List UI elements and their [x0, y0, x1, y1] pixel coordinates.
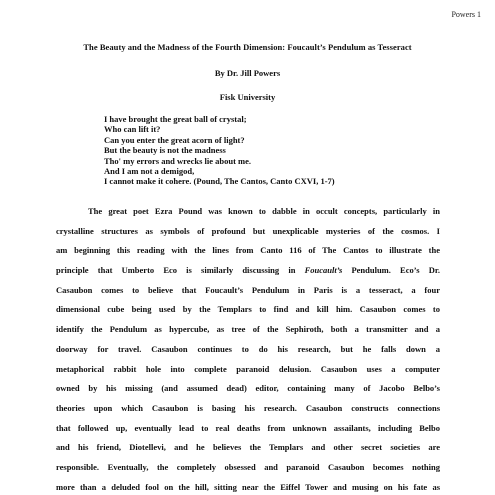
italic-title: Foucault’s — [304, 265, 343, 276]
epigraph-line: Tho' my errors and wrecks lie about me. — [104, 155, 252, 166]
body-line: dimensional cube being used by the Templars to find and kill him. Casaubon comes to — [56, 304, 440, 315]
body-line: more than a deluded fool on the hill, sitting near the Eiffel Tower and musing on his fate as — [56, 481, 440, 492]
affiliation-line: Fisk University — [219, 92, 276, 102]
epigraph-line: Can you enter the great acorn of light? — [104, 134, 245, 145]
author-line: By Dr. Jill Powers — [214, 68, 281, 78]
running-header: Powers 1 — [451, 10, 481, 19]
body-line-with-italic — [56, 261, 440, 281]
body-line: that followed up, eventually lead to real deaths from unknown assailants, including Belbo — [56, 422, 440, 433]
body-line: identify the Pendulum as hypercube, as tree of the Sephiroth, both a transmitter and a — [56, 324, 440, 335]
body-line-tail: Pendulum. Eco’s Dr. — [342, 265, 441, 276]
body-line: and his friend, Diotellevi, and he believes the Templars and other secret societies are — [56, 442, 440, 453]
epigraph-citation-line: I cannot make it cohere. (Pound, The Cantos, Canto CXVI, 1-7) — [104, 176, 335, 187]
epigraph-line: Who can lift it? — [104, 124, 161, 135]
epigraph-line: But the beauty is not the madness — [104, 145, 226, 156]
body-paragraph — [56, 202, 440, 495]
body-line: crystalline structures as symbols of profound but unexplicable mysteries of the cosmos. I — [56, 225, 440, 236]
epigraph-line: And I am not a demigod, — [104, 166, 195, 177]
body-line: Casaubon comes to believe that Foucault’s Pendulum in Paris is a tesseract, a four — [56, 284, 440, 295]
body-line-head: principle that Umberto Eco is similarly discussing in — [56, 265, 296, 276]
body-line: theories upon which Casaubon is basing his research. Casaubon constructs connections — [56, 402, 440, 413]
body-line: doorway for travel. Casaubon continues to do his research, but he falls down a — [56, 343, 440, 354]
paper-title: The Beauty and the Madness of the Fourth Dimension: Foucault’s Pendulum as Tesseract — [83, 42, 412, 52]
body-line: am beginning this reading with the lines from Canto 116 of The Cantos to illustrate the — [56, 245, 440, 256]
body-line: metaphorical rabbit hole into complete paranoid delusion. Casaubon uses a computer — [56, 363, 440, 374]
epigraph-line: I have brought the great ball of crystal; — [104, 114, 247, 124]
epigraph-block — [104, 114, 335, 187]
body-line: owned by his missing (and assumed dead) editor, containing many of Jacobo Belbo’s — [56, 383, 440, 394]
body-line: The great poet Ezra Pound was known to dabble in occult concepts, particularly in — [88, 206, 440, 216]
body-line: responsible. Eventually, the completely obsessed and paranoid Casaubon becomes nothing — [56, 461, 440, 472]
